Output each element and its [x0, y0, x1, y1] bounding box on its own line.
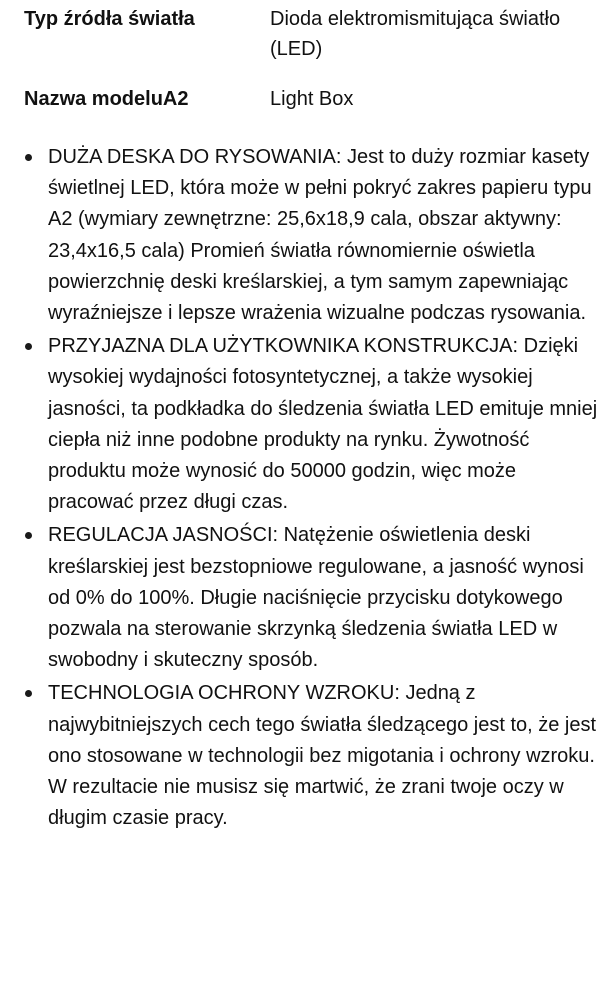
bullet-dot-icon — [25, 154, 32, 161]
bullet-dot-icon — [25, 343, 32, 350]
feature-bullet-text: PRZYJAZNA DLA UŻYTKOWNIKA KONSTRUKCJA: Dzięki wysokiej wydajności fotosyntetycznej, a także wysokiej jasności, ta podkładka do śledzenia światła LED emituje mniej ciepła niż inne podobne produkty na rynku. Żywotność produktu może wynosić do 50000 godzin, więc może pracować przez długi czas. — [48, 335, 598, 514]
feature-bullet-text: DUŻA DESKA DO RYSOWANIA: Jest to duży rozmiar kasety świetlnej LED, która może w pełni pokryć zakres papieru typu A2 (wymiary zewnętrzne: 25,6x18,9 cala, obszar aktywny: 23,4x16,5 cala) Promień światła równomiernie oświetla powierzchnię deski kreślarskiej, a tym samym zapewniając wyraźniejsze i lepsze wrażenia wizualne podczas rysowania. — [48, 146, 592, 325]
bullet-dot-icon — [25, 690, 32, 697]
feature-bullet-brightness — [0, 520, 609, 676]
spec-key: Nazwa modeluA2 — [24, 88, 189, 110]
feature-bullet-user-friendly — [0, 331, 609, 518]
spec-key: Typ źródła światła — [24, 8, 195, 30]
feature-bullet-text: TECHNOLOGIA OCHRONY WZROKU: Jedną z najwybitniejszych cech tego światła śledzącego jest to, że jest ono stosowane w technologii bez migotania i ochrony wzroku. W rezultacie nie musisz się martwić, że zrani twoje oczy w długim czasie pracy. — [48, 682, 597, 830]
bullet-dot-icon — [25, 532, 32, 539]
feature-bullet-eye-protection — [0, 678, 609, 834]
feature-bullet-list — [0, 142, 609, 836]
spec-value: Light Box — [270, 88, 354, 110]
spec-value: Dioda elektromismitująca światło (LED) — [270, 8, 561, 60]
feature-bullet-drawing-board — [0, 142, 609, 329]
feature-bullet-text: REGULACJA JASNOŚCI: Natężenie oświetlenia deski kreślarskiej jest bezstopniowe regulowane, a jasność wynosi od 0% do 100%. Długie naciśnięcie przycisku dotykowego pozwala na sterowanie skrzynką śledzenia światła LED w swobodny i skuteczny sposób. — [48, 524, 584, 672]
